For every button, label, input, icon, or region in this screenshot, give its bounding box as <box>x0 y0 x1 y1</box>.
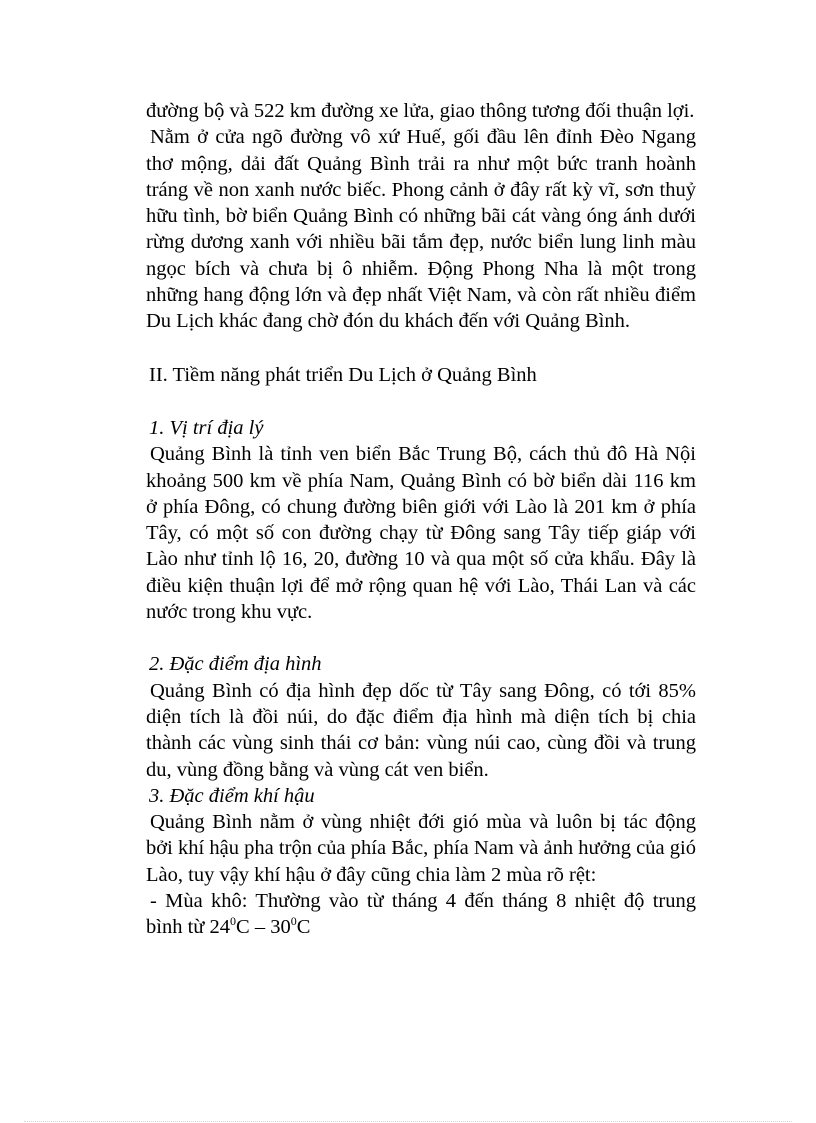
document-page <box>146 98 696 941</box>
dry-season-text: - Mùa khô: Thường vào từ tháng 4 đến tháng 8 nhiệt độ trung bình từ 24 <box>146 890 696 939</box>
subsection-heading-location: 1. Vị trí địa lý <box>149 416 264 439</box>
paragraph-geography: Quảng Bình là tỉnh ven biển Bắc Trung Bộ, cách thủ đô Hà Nội khoảng 500 km về phía Nam, Quảng Bình có bờ biển dài 116 km ở phía Đông, có chung đường biên giới với Lào là 201 km ở phía Tây, có một số con đường chạy từ Đông sang Tây tiếp giáp với Lào như tỉnh lộ 16, 20, đường 10 và qua một số cửa khẩu. Đây là điều kiện thuận lợi để mở rộng quan hệ với Lào, Thái Lan và các nước trong khu vực. <box>146 443 696 624</box>
paragraph-climate: Quảng Bình nằm ở vùng nhiệt đới gió mùa và luôn bị tác động bởi khí hậu pha trộn của phía Bắc, phía Nam và ảnh hưởng của gió Lào, tuy vậy khí hậu ở đây cũng chia làm 2 mùa rõ rệt: <box>146 811 696 886</box>
paragraph-terrain: Quảng Bình có địa hình đẹp dốc từ Tây sang Đông, có tới 85% diện tích là đồi núi, do đặc điểm địa hình mà diện tích bị chia thành các vùng sinh thái cơ bản: vùng núi cao, cùng đồi và trung du, vùng đồng bằng và vùng cát ven biển. <box>146 679 696 781</box>
temperature-range-text: C – 30 <box>236 916 291 939</box>
section-heading: II. Tiềm năng phát triển Du Lịch ở Quảng Bình <box>149 363 537 386</box>
temperature-unit-text: C <box>296 916 311 939</box>
paragraph-intro-continuation: đường bộ và 522 km đường xe lửa, giao thông tương đối thuận lợi. <box>146 100 695 122</box>
paragraph-dry-season <box>146 888 696 941</box>
degree-superscript: 0 <box>290 914 297 929</box>
spacer <box>146 625 696 651</box>
degree-superscript: 0 <box>230 914 237 929</box>
spacer <box>146 388 696 415</box>
paragraph-location: Nằm ở cửa ngõ đường vô xứ Huế, gối đầu lên đỉnh Đèo Ngang thơ mộng, dải đất Quảng Bình trải ra như một bức tranh hoành tráng về non xanh nước biếc. Phong cảnh ở đây rất kỳ vĩ, sơn thuỷ hữu tình, bờ biển Quảng Bình có những bãi cát vàng óng ánh dưới rừng dương xanh với nhiều bãi tắm đẹp, nước biển lung linh màu ngọc bích và chưa bị ô nhiễm. Động Phong Nha là một trong những hang động lớn và đẹp nhất Việt Nam, và còn rất nhiều điểm Du Lịch khác đang chờ đón du khách đến với Quảng Bình. <box>146 126 696 333</box>
subsection-heading-climate: 3. Đặc điểm khí hậu <box>149 784 315 807</box>
subsection-heading-terrain: 2. Đặc điểm địa hình <box>149 653 322 676</box>
page-bottom-divider <box>24 1121 792 1122</box>
